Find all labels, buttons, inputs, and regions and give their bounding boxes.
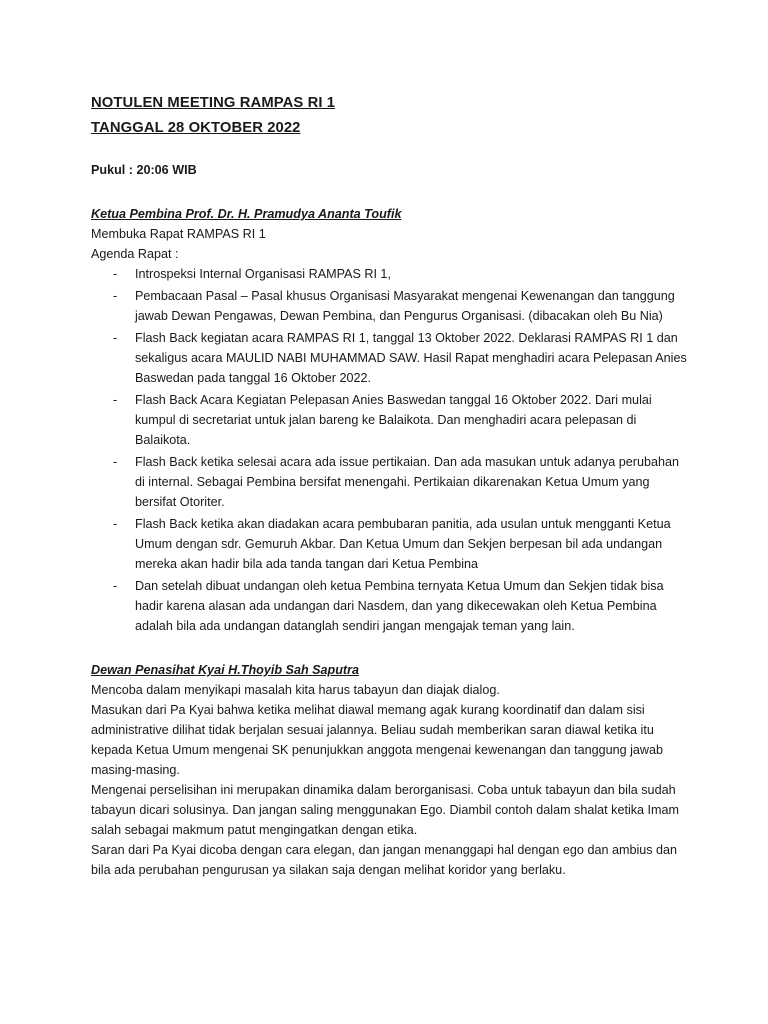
meeting-time: Pukul : 20:06 WIB <box>91 163 197 177</box>
agenda-item-text: Dan setelah dibuat undangan oleh ketua Pembina ternyata Ketua Umum dan Sekjen tidak bisa hadir karena alasan ada undangan dari Nasdem, dan yang dikecewakan oleh Ketua Pembina adalah bila ada undangan datanglah sendiri jangan mengajak teman yang lain. <box>135 579 664 633</box>
document-content <box>91 93 691 880</box>
bullet-dash: - <box>113 455 118 469</box>
paragraph: Mencoba dalam menyikapi masalah kita harus tabayun dan diajak dialog. <box>91 683 500 697</box>
document-date: TANGGAL 28 OKTOBER 2022 <box>91 120 301 136</box>
agenda-item <box>91 514 691 574</box>
agenda-item-text: Introspeksi Internal Organisasi RAMPAS RI 1, <box>135 267 391 281</box>
bullet-dash: - <box>113 393 118 407</box>
agenda-item-text: Flash Back Acara Kegiatan Pelepasan Anies Baswedan tanggal 16 Oktober 2022. Dari mulai kumpul di secretariat untuk jalan bareng ke Balaikota. Dan menghadiri acara pelepasan di Balaikota. <box>135 393 652 447</box>
section-heading-ketua-pembina: Ketua Pembina Prof. Dr. H. Pramudya Ananta Toufik <box>91 207 402 221</box>
bullet-dash: - <box>113 289 118 303</box>
paragraph: Mengenai perselisihan ini merupakan dinamika dalam berorganisasi. Coba untuk tabayun dan bila sudah tabayun dicari solusinya. Dan jangan saling menggunakan Ego. Diambil contoh dalam shalat ketika Imam salah sebagai makmum patut mengingatkan dengan etika. <box>91 783 680 837</box>
opening-line: Membuka Rapat RAMPAS RI 1 <box>91 227 266 241</box>
bullet-dash: - <box>113 267 118 281</box>
agenda-label: Agenda Rapat : <box>91 247 179 261</box>
agenda-item <box>91 328 691 388</box>
paragraph: Masukan dari Pa Kyai bahwa ketika melihat diawal memang agak kurang koordinatif dan dalam sisi administrative dilihat tidak berjalan sesuai jalannya. Beliau sudah memberikan saran diawal ketika itu kepada Ketua Umum mengenai SK penunjukkan anggota mengenai kewenangan dan tanggung jawab masing-masing. <box>91 703 664 777</box>
section-heading-dewan-penasihat: Dewan Penasihat Kyai H.Thoyib Sah Saputra <box>91 663 360 677</box>
agenda-item <box>91 264 691 284</box>
bullet-dash: - <box>113 579 118 593</box>
agenda-item-text: Pembacaan Pasal – Pasal khusus Organisasi Masyarakat mengenai Kewenangan dan tanggung jawab Dewan Pengawas, Dewan Pembina, dan Pengurus Organisasi. (dibacakan oleh Bu Nia) <box>135 289 675 323</box>
document-title: NOTULEN MEETING RAMPAS RI 1 <box>91 95 336 111</box>
agenda-item <box>91 390 691 450</box>
paragraph: Saran dari Pa Kyai dicoba dengan cara elegan, dan jangan menanggapi hal dengan ego dan ambius dan bila ada perubahan pengurusan ya silakan saja dengan melihat koridor yang berlaku. <box>91 843 678 877</box>
bullet-dash: - <box>113 517 118 531</box>
agenda-item <box>91 576 691 636</box>
agenda-item <box>91 286 691 326</box>
agenda-item <box>91 452 691 512</box>
bullet-dash: - <box>113 331 118 345</box>
agenda-item-text: Flash Back ketika akan diadakan acara pembubaran panitia, ada usulan untuk mengganti Ketua Umum dengan sdr. Gemuruh Akbar. Dan Ketua Umum dan Sekjen berpesan bil ada undangan mereka akan hadir bila ada tanda tangan dari Ketua Pembina <box>135 517 671 571</box>
agenda-item-text: Flash Back kegiatan acara RAMPAS RI 1, tanggal 13 Oktober 2022. Deklarasi RAMPAS RI 1 dan sekaligus acara MAULID NABI MUHAMMAD SAW. Hasil Rapat menghadiri acara Pelepasan Anies Baswedan pada tanggal 16 Oktober 2022. <box>135 331 687 385</box>
agenda-list <box>91 264 691 636</box>
agenda-item-text: Flash Back ketika selesai acara ada issue pertikaian. Dan ada masukan untuk adanya perubahan di internal. Sebagai Pembina bersifat menengahi. Pertikaian dikarenakan Ketua Umum yang bersifat Otoriter. <box>135 455 679 509</box>
